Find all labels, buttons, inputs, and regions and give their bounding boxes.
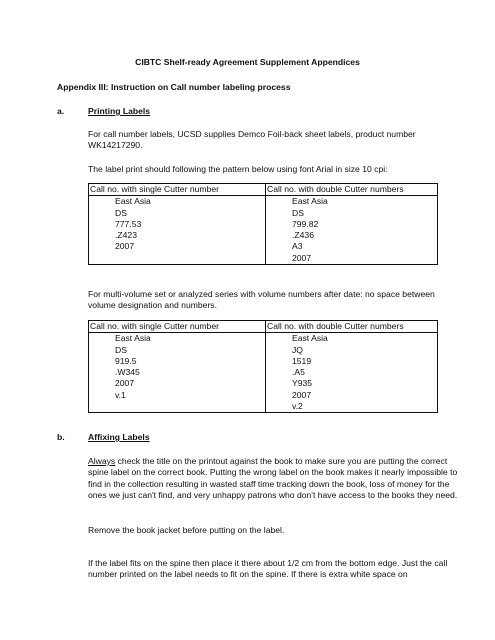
table-1-double-line: A3 [292, 241, 303, 252]
table-2-single-line: .W345 [115, 367, 140, 378]
table-1-single-line: .Z423 [115, 230, 137, 241]
call-number-table-1 [88, 183, 438, 265]
section-b-paragraph-1-text: check the title on the printout against the book to make sure you are putting the correct spine label on the correct book. Putting the wrong label on the book makes it nearly impossible to find in the collection resulting in wasted staff time tracking down the book, loss of money for the ones we just can't find, and very unhappy patrons who don't have access to the books they need. [88, 456, 458, 500]
table-2-header-single: Call no. with single Cutter number [89, 321, 266, 333]
table-2-single-cutter-cell [89, 333, 266, 413]
section-a-paragraph-3: For multi-volume set or analyzed series with volume numbers after date: no space between volume designation and numbers. [88, 289, 435, 311]
table-2-single-line: 919.5 [115, 355, 137, 366]
section-a-letter: a. [57, 106, 65, 116]
table-1-header-double: Call no. with double Cutter numbers [266, 184, 438, 196]
table-1-double-cutter-cell [266, 196, 438, 265]
table-1-single-line: DS [115, 207, 127, 218]
table-1-single-line: 2007 [115, 241, 135, 252]
table-1-double-line: 799.82 [292, 218, 319, 229]
table-1-single-cutter-cell [89, 196, 266, 265]
table-1-double-line: .Z436 [292, 230, 314, 241]
table-2-single-line: East Asia [115, 333, 151, 344]
section-b-title: Affixing Labels [88, 432, 150, 442]
document-title: CIBTC Shelf-ready Agreement Supplement Appendices [135, 57, 360, 67]
table-2-double-line: 1519 [292, 355, 312, 366]
table-2-single-line: DS [115, 344, 127, 355]
table-2-double-line: .A5 [292, 367, 305, 378]
section-a-heading [57, 106, 150, 117]
table-2-double-line: v.2 [292, 401, 303, 412]
section-a-paragraph-1: For call number labels, UCSD supplies Demco Foil-back sheet labels, product number WK14217290. [88, 129, 416, 151]
call-number-table-2 [88, 320, 438, 413]
always-emphasis: Always [88, 456, 116, 466]
table-2-double-cutter-cell [266, 333, 438, 413]
section-b-paragraph-2: Remove the book jacket before putting on the label. [88, 525, 285, 535]
table-1-double-line: East Asia [292, 196, 328, 207]
section-a-paragraph-2: The label print should following the pattern below using font Arial in size 10 cpi: [88, 164, 388, 174]
section-b-letter: b. [57, 432, 65, 442]
table-2-header-double: Call no. with double Cutter numbers [266, 321, 438, 333]
table-1-single-line: East Asia [115, 196, 151, 207]
table-1-double-line: DS [292, 207, 304, 218]
table-1-single-line: 777.53 [115, 218, 142, 229]
section-b-paragraph-1 [88, 456, 460, 501]
table-2-single-line: v.1 [115, 389, 126, 400]
section-a-title: Printing Labels [88, 106, 151, 116]
table-2-double-line: 2007 [292, 389, 312, 400]
table-2-double-line: Y935 [292, 378, 313, 389]
table-2-double-line: JQ [292, 344, 303, 355]
table-2-single-line: 2007 [115, 378, 135, 389]
table-1-double-line: 2007 [292, 252, 312, 263]
section-b-paragraph-3: If the label fits on the spine then place it there about 1/2 cm from the bottom edge. Just the call number printed on the label needs to fit on the spine. If there is extra white space on [88, 558, 448, 580]
table-1-header-single: Call no. with single Cutter number [89, 184, 266, 196]
appendix-heading: Appendix III: Instruction on Call number labeling process [57, 82, 291, 92]
table-2-double-line: East Asia [292, 333, 328, 344]
section-b-heading [57, 432, 150, 443]
